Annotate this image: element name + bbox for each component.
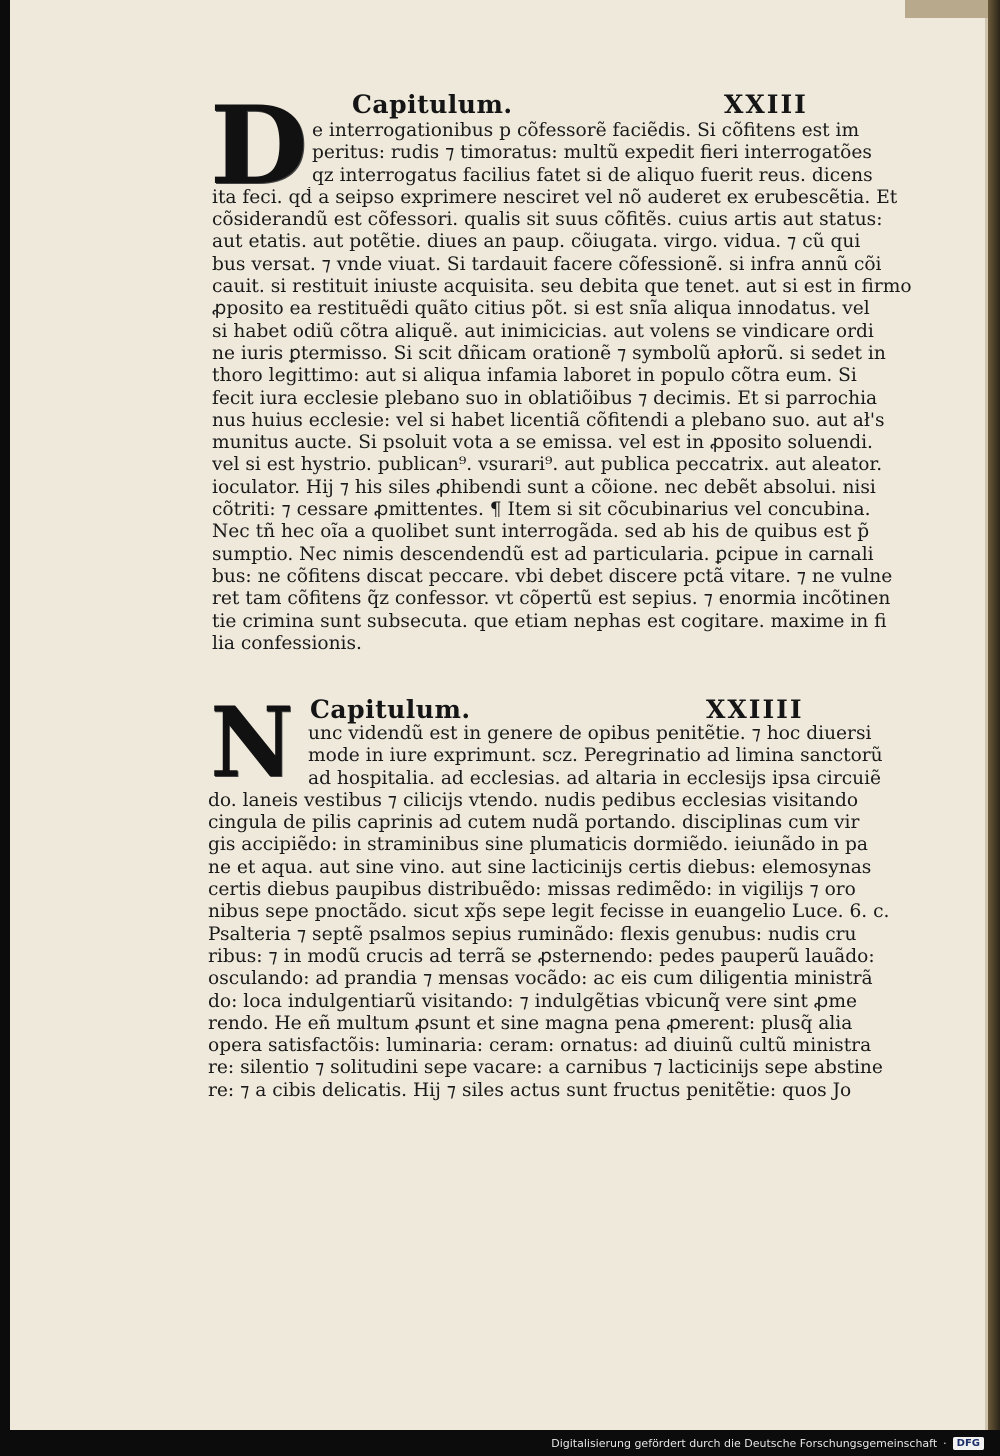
text-line: opera satisfactõis: luminaria: ceram: ornatus: ad diuinũ cultũ ministra bbox=[208, 1035, 872, 1057]
text-line: ꝓposito ea restituẽdi quãto citius põt. si est snĩa aliqua innodatus. vel bbox=[212, 298, 870, 320]
text-line: nibus sepe pnoctãdo. sicut xp̃s sepe legit̃ fecisse in euangelio Luce. 6. c. bbox=[208, 901, 890, 923]
text-line: re: ⁊ a cibis delicatis. Hij ⁊ siles actus sunt fructus penitẽtie: quos Jo bbox=[208, 1079, 852, 1101]
text-line: certis diebus paupibus distribuẽdo: missas redimẽdo: in vigilijs ⁊ oro bbox=[208, 879, 856, 901]
text-line: lia confessionis. bbox=[212, 632, 362, 654]
text-line: e interrogationibus p cõfessorẽ faciẽdis. Si cõfitens est im bbox=[312, 120, 860, 141]
decorated-initial: N bbox=[210, 686, 294, 799]
text-line: qz interrogatus facilius fatet̃ si de aliquo fuerit reus. dicens bbox=[312, 164, 873, 186]
text-line: munitus aucte. Si psoluit vota a se emissa. vel est in ꝓposito soluendi. bbox=[212, 432, 873, 454]
text-line: gis accipiẽdo: in straminibus sine plumaticis dormiẽdo. ieiunãdo in pa bbox=[208, 834, 869, 856]
text-line: ne et aqua. aut sine vino. aut sine lacticinijs certis diebus: elemosynas bbox=[208, 856, 872, 878]
text-line: cauit. si restituit iniuste acquisita. seu debita que tenet̃. aut si est in firmo bbox=[212, 276, 912, 298]
text-line: vel si est hystrio. publican⁹. vsurari⁹. aut publica peccatrix. aut aleator. bbox=[212, 454, 883, 476]
page-corner-edge bbox=[905, 0, 990, 18]
chapter-body bbox=[208, 723, 928, 1102]
digitization-footer: Digitalisierung gefördert durch die Deutsche Forschungsgemeinschaft · DFG bbox=[0, 1430, 1000, 1456]
text-line: do. laneis vestibus ⁊ cilicijs vtendo. nudis pedibus ecclesias visitando bbox=[208, 789, 859, 811]
text-line: cõtriti: ⁊ cessare ꝓmittentes. ¶ Item si sit cõcubinarius vel concubina. bbox=[212, 499, 871, 521]
text-line: bus: ne cõfitens discat peccare. vbi debet discere pctã vitare. ⁊ ne vulne bbox=[212, 565, 893, 587]
text-line: mode in iure exprimunt̃. scz. Peregrinatio ad limina sanctorũ bbox=[308, 745, 883, 767]
text-line: fecit iura ecclesie plebano suo in oblatiõibus ⁊ decimis. Et si parrochia bbox=[212, 387, 878, 409]
text-line: osculando: ad prandia ⁊ mensas vocãdo: ac eis cum diligentia ministrã bbox=[208, 968, 873, 990]
text-line: thoro legittimo: aut si aliqua infamia laboret in populo cõtra eum. Si bbox=[212, 365, 857, 387]
dfg-logo: DFG bbox=[953, 1437, 984, 1450]
text-line: ribus: ⁊ in modũ crucis ad terrã se ꝓsternendo: pedes pauperũ lauãdo: bbox=[208, 945, 875, 967]
text-line: ne iuris ꝑtermisso. Si scit dñicam orationẽ ⁊ symbolũ apłorũ. si sedet in bbox=[212, 342, 886, 364]
text-line: ret tam cõfitens q̃z confessor. vt cõpertũ est sepius. ⁊ enormia incõtinen bbox=[212, 588, 891, 610]
text-line: si habet odiũ cõtra aliquẽ. aut inimicicias. aut volens se vindicare ordi bbox=[212, 320, 874, 342]
decorated-initial: D bbox=[209, 83, 308, 209]
text-line: ioculator. Hij ⁊ his siles ꝓhibendi sunt a cõione. nec debẽt absolui. nisi bbox=[212, 476, 876, 498]
chapter-heading: Capitulum. bbox=[310, 695, 471, 724]
funding-notice: Digitalisierung gefördert durch die Deutsche Forschungsgemeinschaft bbox=[551, 1436, 938, 1450]
text-line: Nec tñ hec oĩa a quolibet sunt interrogãda. sed ab his de quibus est p̃ bbox=[212, 521, 870, 543]
text-line: ad hospitalia. ad ecclesias. ad altaria in ecclesijs ipsa circuiẽ bbox=[308, 767, 882, 789]
text-line: unc videndũ est in genere de opibus penitẽtie. ⁊ hoc diuersi bbox=[308, 723, 872, 744]
text-line: re: silentio ⁊ solitudini sepe vacare: a carnibus ⁊ lacticinijs sepe abstine bbox=[208, 1057, 883, 1079]
chapter-number: XXIII bbox=[724, 90, 808, 119]
text-line: Psalteria ⁊ septẽ psalmos sepius ruminãdo: flexis genubus: nudis cru bbox=[208, 923, 857, 945]
text-line: peritus: rudis ⁊ timoratus: multũ expedit fieri interrogatões bbox=[312, 142, 872, 164]
text-line: ita feci. qḋ a seipso exprimere nesciret vel nõ auderet ex erubescẽtia. Et bbox=[212, 186, 898, 208]
text-line: tie crimina sunt subsecuta. que etiam nephas est cogitare. maxime in fi bbox=[212, 610, 887, 632]
text-line: do: loca indulgentiarũ visitando: ⁊ indulgẽtias vbicunq̃ vere sint ꝓme bbox=[208, 990, 857, 1012]
text-line: cõsiderandũ est cõfessori. qualis sit suus cõfitẽs. cuius artis aut status: bbox=[212, 209, 883, 231]
book-edge bbox=[988, 0, 1000, 1430]
chapter-number: XXIIII bbox=[706, 695, 804, 724]
text-line: rendo. He eñ multum ꝓsunt et sine magna pena ꝓmerent̃: plusq̃ alia bbox=[208, 1012, 853, 1034]
chapter-body bbox=[212, 120, 927, 655]
text-line: cingula de pilis caprinis ad cutem nudã portando. disciplinas cum vir bbox=[208, 812, 860, 834]
text-line: sumptio. Nec nimis descendendũ est ad particularia. ꝑcipue in carnali bbox=[212, 543, 874, 565]
text-line: aut etatis. aut potẽtie. diues an paup. cõiugata. virgo. vidua. ⁊ cũ qui bbox=[212, 231, 861, 253]
chapter-heading: Capitulum. bbox=[352, 90, 513, 119]
text-line: bus versat̃. ⁊ vnde viuat. Si tardauit facere cõfessionẽ. si infra annũ cõi bbox=[212, 253, 882, 275]
text-line: nus huius ecclesie: vel si habet licentiã cõfitendi a plebano suo. aut ał's bbox=[212, 409, 885, 431]
